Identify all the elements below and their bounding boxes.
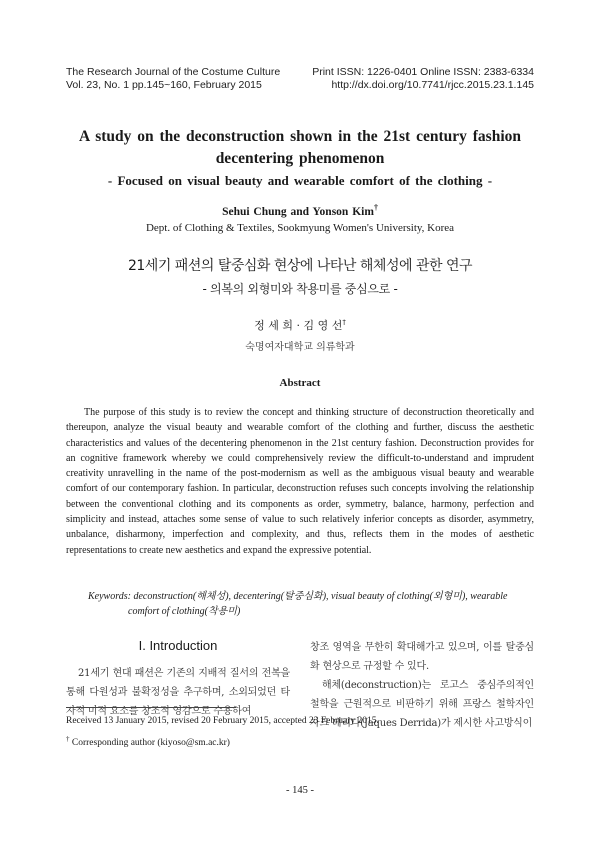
received-dates: Received 13 January 2015, revised 20 February 2015, accepted 23 February 2015. (66, 716, 379, 726)
journal-name: The Research Journal of the Costume Culture (66, 66, 281, 78)
abstract-text: The purpose of this study is to review the concept and thinking structure of deconstruction theoretically and thereupon, analyze the visual beauty and wearable comfort of the clothing and further, discuss the aesthetic characteristics and values of the decentering phenomenon in the 21st century fashion. Deconstruction provides for an cognitive framework whereby we could comprehensively review the difficult-to-understand and imprudent creativity unravelling in the name of the post-modernism as well as the ambiguous visual beauty and wearable comfort of our contemporary fashion. In particular, deconstruction refuses such concepts involving the relationship between the conventional clothing and its components as order, symmetry, balance, harmony, perfection and simplicity and instead, attaches some sense of value to such relatively inferior concepts as disorder, asymmetry, unbalance, disharmony, imperfection and complexity, and thus, reflects them in the modes of aesthetic representations to create new aesthetics and expand the expressive potential. (66, 407, 534, 556)
abstract-heading: Abstract (279, 376, 321, 389)
author-names: Sehui Chung and Yonson Kim† (222, 203, 378, 218)
paper-subtitle: - Focused on visual beauty and wearable comfort of the clothing - (107, 173, 493, 188)
volume-info: Vol. 23, No. 1 pp.145~160, February 2015 (66, 79, 262, 91)
intro-paragraph-2: 해체(deconstruction)는 로고스 중심주의적인 철학을 근원적으로 비판하기 위해 프랑스 철학자인 자크 데리다(Jaques Derrida)가 제시한 사고방식이 (310, 680, 534, 729)
keywords: Keywords: deconstruction(해체성), decentering(탈중심화), visual beauty of clothing(외형미), wearable comfort of clothing(착용미) (88, 591, 508, 617)
body-column-left (66, 638, 290, 721)
page-number: - 145 - (286, 785, 314, 796)
footnotes (66, 712, 534, 752)
running-header (66, 66, 534, 92)
title-block (50, 126, 550, 389)
corresponding-author: † Corresponding author (kiyoso@sm.ac.kr) (66, 735, 230, 749)
corresponding-mark: † (373, 203, 378, 212)
korean-subtitle: - 의복의 외형미와 착용미를 중심으로 - (202, 281, 398, 296)
intro-paragraph: 21세기 현대 패션은 기존의 지배적 질서의 전복을 통해 다원성과 불확정성을 추구하며, 소외되었던 타자적 미적 요소를 창조적 영감으로 수용하여 (66, 668, 290, 717)
issn: Print ISSN: 1226-0401 Online ISSN: 2383-6334 (312, 66, 534, 78)
intro-paragraph-continued: 창조 영역을 무한히 확대해가고 있으며, 이를 탈중심화 현상으로 규정할 수 있다. (310, 642, 534, 672)
korean-title: 21세기 패션의 탈중심화 현상에 나타난 해체성에 관한 연구 (127, 257, 473, 274)
doi-link[interactable]: http://dx.doi.org/10.7741/rjcc.2015.23.1.145 (331, 79, 534, 91)
affiliation: Dept. of Clothing & Textiles, Sookmyung Women's University, Korea (145, 221, 455, 234)
korean-author-names: 정 세 희 · 김 영 선† (254, 318, 346, 332)
korean-corresponding-mark: † (342, 318, 346, 327)
section-heading-introduction: I. Introduction (138, 638, 218, 653)
footnote-divider (66, 707, 236, 708)
korean-affiliation: 숙명여자대학교 의류학과 (245, 341, 355, 353)
paper-title: A study on the deconstruction shown in the 21st century fashion decentering phenomenon (79, 128, 521, 167)
